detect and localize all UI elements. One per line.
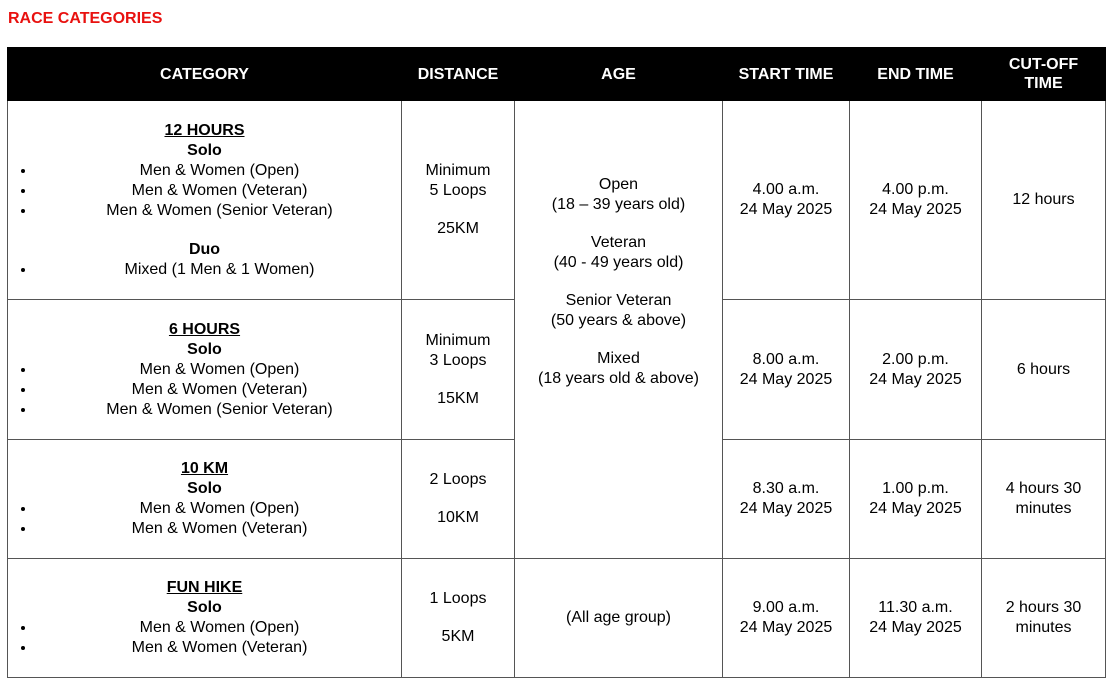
spacer (408, 371, 508, 389)
category-cell (8, 440, 402, 559)
distance-value: 15KM (437, 389, 479, 407)
distance-cell (402, 559, 515, 678)
age-group-range: (18 – 39 years old) (551, 195, 686, 213)
spacer (521, 273, 716, 291)
age-group-range: (18 years old & above) (538, 369, 699, 387)
list-item: • Men & Women (Veteran) (36, 181, 395, 201)
header-age: AGE (515, 48, 723, 101)
list-item: • Mixed (1 Men & 1 Women) (36, 260, 395, 280)
table-row (8, 559, 1106, 678)
table-row (8, 101, 1106, 300)
start-time: 9.00 a.m. (752, 599, 820, 616)
start-date: 24 May 2025 (739, 370, 833, 388)
cutoff-cell (982, 559, 1106, 678)
distance-cell (402, 300, 515, 440)
list-item: • Men & Women (Senior Veteran) (36, 201, 395, 221)
category-cell (8, 559, 402, 678)
spacer (521, 331, 716, 349)
end-date: 24 May 2025 (869, 370, 962, 388)
group-label: Duo (188, 240, 221, 258)
spacer (521, 389, 716, 485)
start-time-cell (723, 559, 850, 678)
distance-line: 1 Loops (429, 590, 487, 607)
end-time-cell (850, 440, 982, 559)
table-header-row (8, 48, 1106, 101)
spacer (408, 201, 508, 219)
age-group-name: Open (598, 175, 639, 193)
list-item: • Men & Women (Open) (36, 499, 395, 519)
end-time: 1.00 p.m. (882, 480, 949, 497)
list-item: • Men & Women (Senior Veteran) (36, 400, 395, 420)
category-title: FUN HIKE (166, 579, 243, 596)
age-group-range: (50 years & above) (550, 311, 687, 329)
start-time-cell (723, 300, 850, 440)
category-cell (8, 300, 402, 440)
distance-value: 25KM (437, 220, 479, 237)
header-category: CATEGORY (8, 48, 402, 101)
category-list (14, 360, 395, 420)
cutoff-text: 2 hours 30 minutes (1005, 599, 1082, 636)
age-group-name: Senior Veteran (565, 291, 672, 309)
spacer (408, 490, 508, 508)
age-cell (515, 101, 723, 559)
end-time: 4.00 p.m. (882, 181, 949, 198)
end-date: 24 May 2025 (869, 500, 962, 517)
spacer (408, 609, 508, 627)
group-label: Solo (187, 480, 222, 497)
age-group-name: Mixed (597, 349, 640, 367)
start-time: 8.00 a.m. (752, 350, 820, 368)
group-label: Solo (187, 141, 222, 159)
group-label: Solo (187, 340, 222, 358)
group-label: Solo (187, 599, 222, 616)
start-time-cell (723, 440, 850, 559)
header-distance: DISTANCE (402, 48, 515, 101)
spacer (14, 221, 395, 240)
distance-line: 2 Loops (429, 471, 487, 488)
end-date: 24 May 2025 (869, 619, 962, 636)
list-item: • Men & Women (Veteran) (36, 380, 395, 400)
list-item: • Men & Women (Veteran) (36, 519, 395, 539)
end-time-cell (850, 101, 982, 300)
distance-cell (402, 101, 515, 300)
header-start-time: START TIME (723, 48, 850, 101)
end-time-cell (850, 300, 982, 440)
header-end-time: END TIME (850, 48, 982, 101)
race-categories-table (7, 47, 1106, 678)
category-list (14, 260, 395, 280)
category-cell (8, 101, 402, 300)
cutoff-cell: 6 hours (982, 300, 1106, 440)
category-title: 12 HOURS (164, 121, 245, 139)
distance-cell (402, 440, 515, 559)
list-item: • Men & Women (Open) (36, 161, 395, 181)
end-time: 11.30 a.m. (878, 599, 953, 616)
distance-value: 5KM (441, 628, 475, 645)
age-group-name: Veteran (590, 233, 647, 251)
cutoff-cell: 12 hours (982, 101, 1106, 300)
start-time-cell (723, 101, 850, 300)
cutoff-text: 4 hours 30 minutes (1005, 480, 1082, 517)
end-date: 24 May 2025 (869, 201, 962, 218)
age-cell (515, 559, 723, 678)
start-date: 24 May 2025 (739, 500, 833, 517)
category-title: 10 KM (180, 460, 229, 477)
start-date: 24 May 2025 (739, 619, 833, 636)
list-item: • Men & Women (Open) (36, 618, 395, 638)
category-list (14, 618, 395, 658)
age-group-all: (All age group) (566, 609, 671, 626)
category-list (14, 499, 395, 539)
distance-line: 5 Loops (429, 182, 487, 199)
cutoff-cell (982, 440, 1106, 559)
end-time: 2.00 p.m. (882, 350, 949, 368)
start-time: 8.30 a.m. (752, 480, 820, 497)
list-item: • Men & Women (Veteran) (36, 638, 395, 658)
distance-line: 3 Loops (429, 351, 487, 369)
list-item: • Men & Women (Open) (36, 360, 395, 380)
start-time: 4.00 a.m. (752, 181, 820, 198)
spacer (521, 215, 716, 233)
category-list (14, 161, 395, 221)
distance-value: 10KM (437, 509, 479, 526)
distance-line: Minimum (425, 162, 491, 179)
page-title: RACE CATEGORIES (8, 10, 163, 27)
start-date: 24 May 2025 (739, 201, 833, 218)
category-title: 6 HOURS (168, 320, 241, 338)
header-cutoff-time: CUT-OFF TIME (982, 48, 1106, 101)
distance-line: Minimum (425, 331, 491, 349)
age-group-range: (40 - 49 years old) (553, 253, 684, 271)
end-time-cell (850, 559, 982, 678)
